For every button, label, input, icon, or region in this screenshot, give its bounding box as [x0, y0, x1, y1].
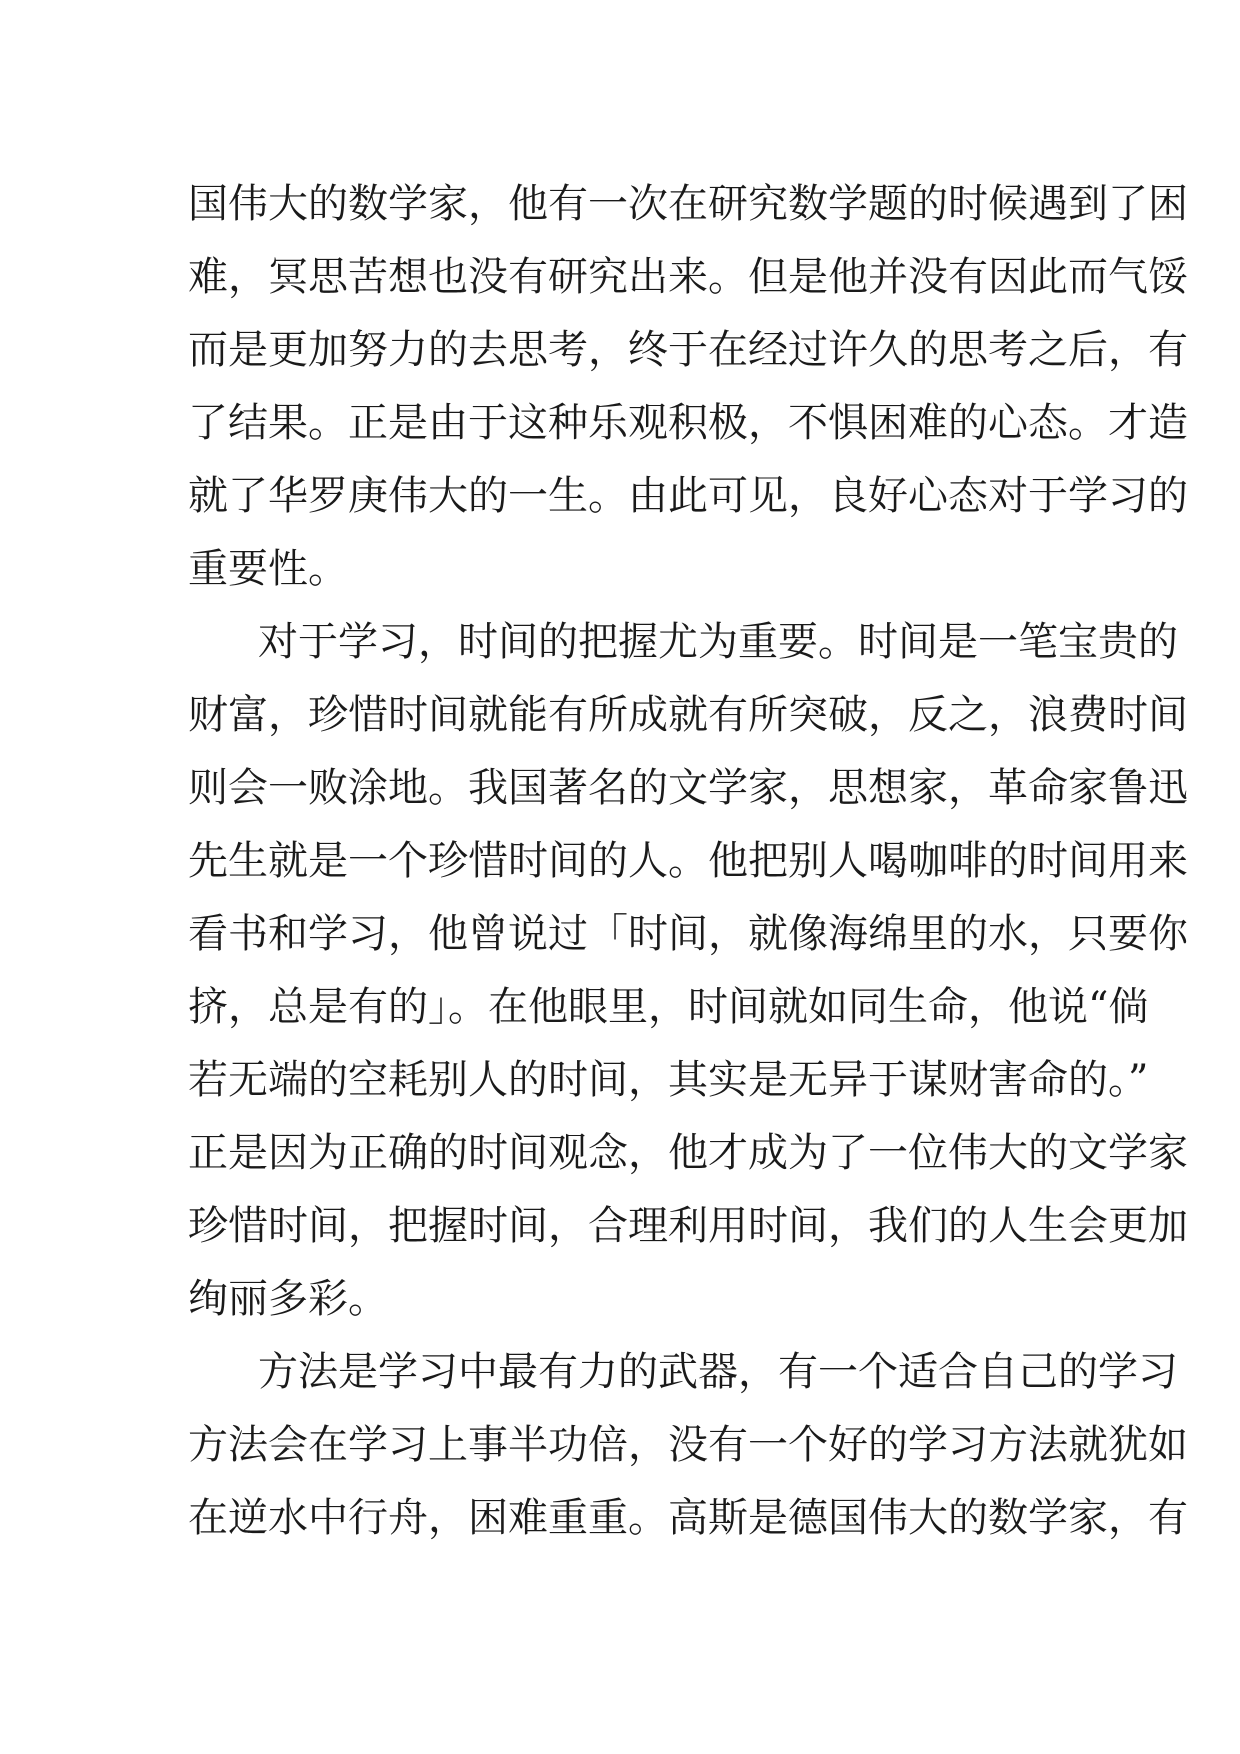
text-line: 而是更加努力的去思考，终于在经过许久的思考之后，有	[188, 327, 1188, 373]
text-line: 方法会在学习上事半功倍，没有一个好的学习方法就犹如	[188, 1422, 1188, 1468]
text-line: 绚丽多彩。	[188, 1276, 388, 1322]
text-line: 难，冥思苦想也没有研究出来。但是他并没有因此而气馁	[188, 254, 1188, 300]
text-line: 了结果。正是由于这种乐观积极，不惧困难的心态。才造	[188, 400, 1188, 446]
text-line: 就了华罗庚伟大的一生。由此可见，良好心态对于学习的	[188, 473, 1188, 519]
body-text	[188, 168, 1188, 1555]
text-line: 若无端的空耗别人的时间，其实是无异于谋财害命的。”	[188, 1057, 1149, 1103]
text-line: 对于学习，时间的把握尤为重要。时间是一笔宝贵的	[258, 619, 1178, 665]
paragraph	[188, 606, 1188, 1336]
text-line: 先生就是一个珍惜时间的人。他把别人喝咖啡的时间用来	[188, 838, 1188, 884]
text-line: 则会一败涂地。我国著名的文学家，思想家，革命家鲁迅	[188, 765, 1188, 811]
text-line: 挤，总是有的」。在他眼里，时间就如同生命，他说“倘	[188, 984, 1149, 1030]
paragraph	[188, 168, 1188, 606]
paragraph	[188, 1336, 1188, 1555]
text-line: 国伟大的数学家，他有一次在研究数学题的时候遇到了困	[188, 181, 1188, 227]
text-line: 财富，珍惜时间就能有所成就有所突破，反之，浪费时间	[188, 692, 1188, 738]
text-line: 珍惜时间，把握时间，合理利用时间，我们的人生会更加	[188, 1203, 1188, 1249]
text-line: 在逆水中行舟，困难重重。高斯是德国伟大的数学家，有	[188, 1495, 1188, 1541]
text-line: 重要性。	[188, 546, 348, 592]
text-line: 方法是学习中最有力的武器，有一个适合自己的学习	[258, 1349, 1178, 1395]
text-line: 看书和学习，他曾说过「时间，就像海绵里的水，只要你	[188, 911, 1188, 957]
text-line: 正是因为正确的时间观念，他才成为了一位伟大的文学家	[188, 1130, 1188, 1176]
